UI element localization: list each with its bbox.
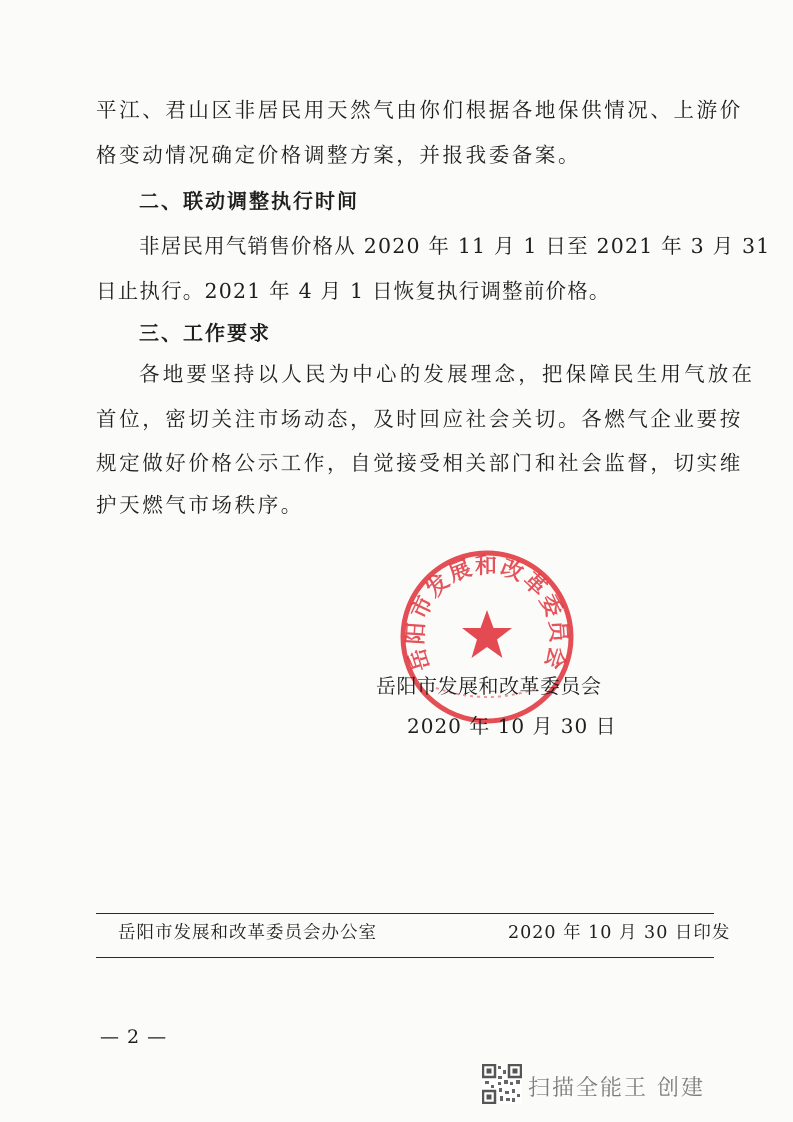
issue-date: 2020 年 10 月 30 日印发 — [508, 923, 731, 943]
paragraph-line: 首位，密切关注市场动态，及时回应社会关切。各燃气企业要按 — [96, 407, 743, 431]
paragraph-line: 日止执行。2021 年 4 月 1 日恢复执行调整前价格。 — [96, 279, 611, 303]
signing-organization: 岳阳市发展和改革委员会 — [376, 674, 602, 698]
section-heading: 二、联动调整执行时间 — [139, 189, 359, 213]
signing-date: 2020 年 10 月 30 日 — [407, 714, 617, 738]
paragraph-line: 格变动情况确定价格调整方案，并报我委备案。 — [96, 143, 582, 167]
seal-text: 岳阳市发展和改革委员会 — [403, 554, 571, 674]
paragraph-line: 护天燃气市场秩序。 — [96, 493, 304, 517]
paragraph-line: 平江、君山区非居民用天然气由你们根据各地保供情况、上游价 — [96, 98, 743, 122]
footer-bottom-rule — [96, 957, 714, 958]
official-seal-icon — [398, 548, 576, 726]
issuing-office: 岳阳市发展和改革委员会办公室 — [118, 923, 377, 943]
paragraph-line: 各地要坚持以人民为中心的发展理念，把保障民生用气放在 — [139, 362, 756, 386]
section-heading: 三、工作要求 — [139, 321, 271, 345]
paragraph-line: 非居民用气销售价格从 2020 年 11 月 1 日至 2021 年 3 月 31 — [139, 234, 771, 258]
page-number: — 2 — — [100, 1026, 168, 1048]
paragraph-line: 规定做好价格公示工作，自觉接受相关部门和社会监督，切实维 — [96, 451, 743, 475]
scanner-watermark-text: 扫描全能王 创建 — [528, 1076, 705, 1101]
qr-code-icon — [482, 1064, 522, 1104]
footer-top-rule — [96, 913, 714, 914]
